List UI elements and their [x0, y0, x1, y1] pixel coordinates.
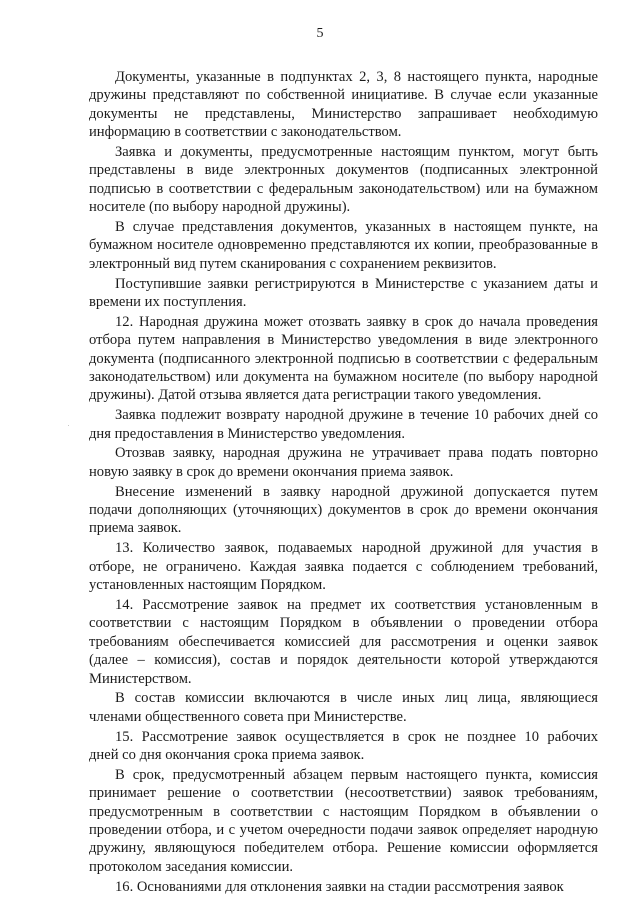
text-line: отбора путем направления в Министерство уведомления в виде электронного — [89, 332, 598, 349]
paragraph — [89, 68, 598, 142]
paragraph — [89, 483, 598, 538]
paragraph — [89, 689, 598, 726]
text-line: дней со дня окончания срока приема заявок. — [89, 746, 365, 763]
paragraph — [89, 275, 598, 312]
text-line: носителе (по выбору народной дружины). — [89, 199, 351, 216]
document-body — [89, 68, 598, 897]
text-line: информацию в соответствии с законодательством. — [89, 124, 402, 141]
text-line: отборе, не ограничено. Каждая заявка подается с соблюдением требований, — [89, 558, 598, 575]
paragraph — [89, 313, 598, 405]
text-line: 13. Количество заявок, подаваемых народной дружиной для участия в — [115, 540, 598, 557]
paragraph — [89, 878, 598, 896]
text-line: Документы, указанные в подпунктах 2, 3, 8 настоящего пункта, народные — [115, 69, 598, 85]
paragraph — [89, 143, 598, 217]
paragraph — [89, 444, 598, 481]
text-line: Поступившие заявки регистрируются в Министерстве с указанием даты и — [115, 275, 598, 292]
text-line: бумажном носителе одновременно представляются их копии, преобразованные в — [89, 237, 598, 254]
paragraph — [89, 539, 598, 594]
page-number: 5 — [316, 26, 324, 41]
text-line: соответствии с настоящим Порядком в объявлении о проведении отбора — [89, 615, 598, 632]
text-line: дружину, являющуюся победителем отбора. Решение комиссии оформляется — [89, 840, 598, 857]
text-line: 12. Народная дружина может отозвать заявку в срок до начала проведения — [115, 313, 598, 330]
text-line: принимает решение о соответствии (несоответствии) заявок требованиям, — [89, 785, 598, 802]
text-line: В срок, предусмотренный абзацем первым настоящего пункта, комиссия — [115, 766, 598, 783]
paragraph — [89, 596, 598, 688]
text-line: (далее – комиссия), состав и порядок деятельности которой утверждаются — [89, 652, 598, 669]
text-line: подачи дополняющих (уточняющих) документов в срок до времени окончания — [89, 502, 598, 519]
text-line: В случае представления документов, указанных в настоящем пункте, на — [115, 219, 598, 236]
text-line: 14. Рассмотрение заявок на предмет их соответствия установленным в — [115, 596, 598, 613]
text-line: Заявка и документы, предусмотренные настоящим пунктом, могут быть — [115, 144, 598, 161]
text-line: В состав комиссии включаются в числе иных лиц лица, являющиеся — [115, 690, 598, 707]
scan-speck — [68, 425, 69, 426]
text-line: протоколом заседания комиссии. — [89, 858, 294, 875]
text-line: подписью в соответствии с федеральным законодательством) или на бумажном — [89, 180, 598, 197]
text-line: документы не представлены, Министерство запрашивает необходимую — [89, 105, 598, 122]
text-line: времени их поступления. — [89, 294, 247, 311]
text-line: дня предоставления в Министерство уведомления. — [89, 425, 405, 442]
text-line: законодательством) или документа на бумажном носителе (по выбору народной — [89, 369, 598, 386]
text-line: приема заявок. — [89, 520, 182, 537]
paragraph — [89, 218, 598, 273]
paragraph — [89, 406, 598, 443]
text-line: дружины). Датой отзыва является дата регистрации такого уведомления. — [89, 387, 542, 404]
text-line: требованиям обеспечивается комиссией для рассмотрения и оценки заявок — [89, 633, 598, 650]
text-line: Министерством. — [89, 670, 192, 687]
text-line: предусмотренным в соответствии с настоящим Порядком в объявлении о — [89, 803, 598, 820]
text-line: дружины представляют по собственной инициативе. В случае если указанные — [89, 87, 598, 104]
text-line: представлены в виде электронных документов (подписанных электронной — [89, 162, 598, 179]
text-line: Внесение изменений в заявку народной дружиной допускается путем — [115, 483, 598, 500]
text-line: членами общественного совета при Министерстве. — [89, 708, 407, 725]
paragraph — [89, 728, 598, 765]
paragraph — [89, 766, 598, 876]
text-line: 15. Рассмотрение заявок осуществляется в срок не позднее 10 рабочих — [115, 728, 598, 745]
text-line: Заявка подлежит возврату народной дружине в течение 10 рабочих дней со — [115, 407, 598, 424]
text-line: новую заявку в срок до времени окончания приема заявок. — [89, 463, 454, 480]
text-line: проведении отбора, и с учетом очередности подачи заявок определяет народную — [89, 821, 598, 838]
text-line: установленных настоящим Порядком. — [89, 577, 326, 594]
text-line: Отозвав заявку, народная дружина не утрачивает права подать повторно — [115, 445, 598, 462]
text-line: электронный вид путем сканирования с сохранением реквизитов. — [89, 255, 497, 272]
text-line: 16. Основаниями для отклонения заявки на стадии рассмотрения заявок — [115, 878, 564, 895]
text-line: документа (подписанного электронной подписью в соответствии с федеральным — [89, 350, 598, 367]
